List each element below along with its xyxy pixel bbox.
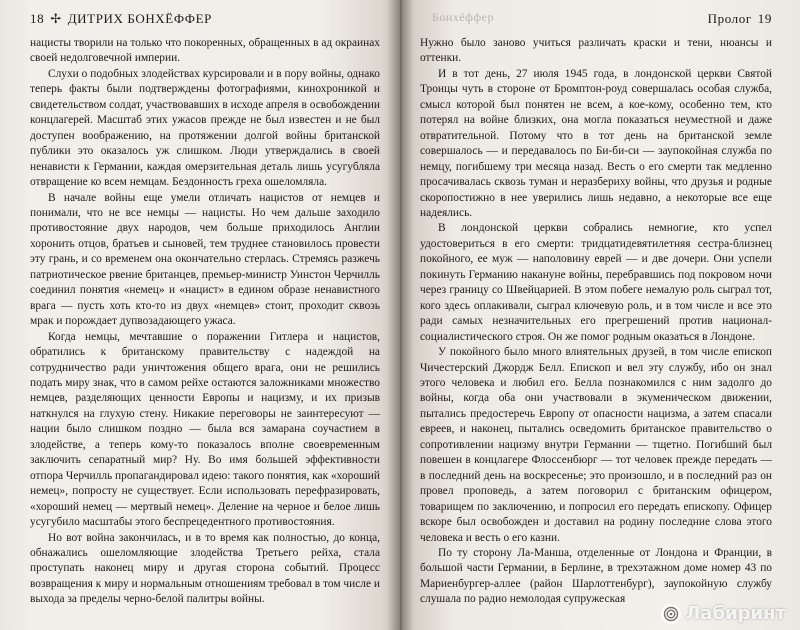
watermark-logo bbox=[661, 603, 786, 624]
labyrinth-logo-icon bbox=[661, 604, 681, 624]
watermark-text: Лабиринт bbox=[685, 603, 786, 624]
left-paragraph: Когда немцы, мечтавшие о поражении Гитлера и нацистов, обратились к британскому правительству с надеждой на сотрудничество ради уничтожения общего врага, они не решились подать миру знак, что в самом рейхе остаются заложниками множество немцев, разделяющих ценности Европы и нацизму, и их призыв наткнулся на глухую стену. Никакие переговоры не заинтересуют — нации было слишком поздно — была вся замарана соучастием в злодействе, а теперь кому-то показалось вполне своевременным заключить сепаратный мир? Ну. Во имя большей эффективности отпора Черчилль пропагандировал идею: такого понятия, как «хороший немец», попросту не существует. Если использовать перефразировать, «хороший немец — мертвый немец». Деление на черное и белое лишь усугубило масштабы этого беспрецедентного противостояния. bbox=[30, 330, 380, 529]
right-paragraph: И в тот день, 27 июля 1945 года, в лондонской церкви Святой Троицы чуть в стороне от Бромптон-роуд совершалась особая служба, смысл которой был понятен не всем, а кое-кому, особенно тем, кто потерял на войне близких, она могла показаться неуместной и даже отвратительной. Потому что в тот день на британской земле совершалось — и передавалось по Би-би-си — заупокойная служба по немцу, погибшему три месяца назад. Весть о его смерти так медленно просачивалась сквозь туман и неразбериху войны, что друзья и родные скоропостижно в нее уверились лишь недавно, а некоторые все еще надеялись. bbox=[420, 67, 772, 219]
right-paragraph: В лондонской церкви собрались немногие, кто успел удостовериться в его смерти: тридцатидевятилетняя сестра-близнец покойного, ее муж — наполовину еврей — и две дочери. Они успели покинуть Германию накануне войны, перебравшись под покровом ночи через границу со Швейцарией. В этом побеге немалую роль сыграл тот, кого здесь оплакивали, сыграл ключевую роль, и в том числе и все это ради самых незначительных его прегрешений против национал-социалистического строя. Он же помог родным оказаться в Лондоне. bbox=[420, 222, 772, 343]
chapter-heading: Пролог bbox=[707, 11, 752, 26]
right-paragraph: По ту сторону Ла-Манша, отделенные от Лондона и Франции, в большой части Германии, в Берлине, в трехэтажном доме номер 43 по Мариенбургер-аллее (район Шарлоттенбург), заупокойную службу слушала по радио немолодая супружеская bbox=[420, 546, 772, 606]
ornament-icon: ✢ bbox=[50, 11, 62, 26]
right-page-number: 19 bbox=[757, 11, 772, 26]
right-page bbox=[398, 0, 800, 630]
left-paragraph: нацисты творили на только что покоренных, обращенных в ад окраинах своей недолговечной империи. bbox=[30, 37, 380, 65]
left-page bbox=[0, 0, 398, 630]
right-page-body bbox=[420, 36, 772, 608]
left-paragraph: В начале войны еще умели отличать нацистов от немцев и понимали, что не все немцы — нацисты. Но чем дальше заходило противостояние двух народов, чем больше приходилось Англии хоронить отцов, братьев и сыновей, тем труднее становилось провести эту грань, и со временем она окончательно стерлась. Стремясь разжечь патриотическое рвение британцев, премьер-министр Уинстон Черчилль соединил понятия «немец» и «нацист» в едином образе ненавистного врага — пусть хоть кто-то из двух «немцев» стоит, проходит сквозь мрак и порождает дупвозадающего ужаса. bbox=[30, 191, 380, 328]
right-paragraph: У покойного было много влиятельных друзей, в том числе епископ Чичестерский Джордж Белл. Епископ и вел эту службу, ибо он знал этого человека и любил его. Белла познакомился с ним задолго до войны, когда оба они участвовали в экуменическом движении, пытались предостеречь Европу от опасности нацизма, а затем спасали евреев, и наконец, пытались осведомить британское правительство о сопротивлении нацизму внутри Германии — тщетно. Погибший был повешен в концлагере Флоссенбюрг — тот человек прежде передать — в последний день на воскресенье; это произошло, и в последний раз он провел проповедь, а затем поговорил с британским офицером, товарищем по заключению, и попросил его передать епископу. Офицер вскоре был освобожден и доставил на родину последние слова этого человека и весть о его казни. bbox=[420, 346, 772, 544]
left-running-head bbox=[30, 8, 380, 30]
right-paragraph: Нужно было заново учиться различать краски и тени, нюансы и оттенки. bbox=[420, 37, 772, 65]
left-paragraph: Слухи о подобных злодействах курсировали и в пору войны, однако теперь факты были подтверждены фотографиями, кинохроникой и свидетельством солдат, участвовавших в исходе апреля в освобождении концлагерей. Масштаб этих ужасов прежде не был известен и не был доступен воображению, на протяжении долгой войны британской публики это оказалось уж слишком. Люди утверждались в своей ненависти к Германии, каждая омерзительная деталь лишь усугубляла отвращение ко всем немцам. Бездонность греха ошеломляла. bbox=[30, 67, 380, 189]
left-paragraph: Но вот война закончилась, и в то время как полностью, до конца, обнажались ошеломляющие злодейства Третьего рейха, стала проступать наконец миру и другая сторона событий. Процесс возвращения к миру и нормальным отношениям требовал в том числе и выхода за пределы черно-белой палитры войны. bbox=[30, 531, 380, 606]
left-page-number: 18 bbox=[30, 11, 45, 26]
book-author-heading: ДИТРИХ БОНХЁФФЕР bbox=[67, 11, 212, 26]
bleed-through-text: Бонхёффер bbox=[432, 10, 494, 24]
left-page-body bbox=[30, 36, 380, 608]
